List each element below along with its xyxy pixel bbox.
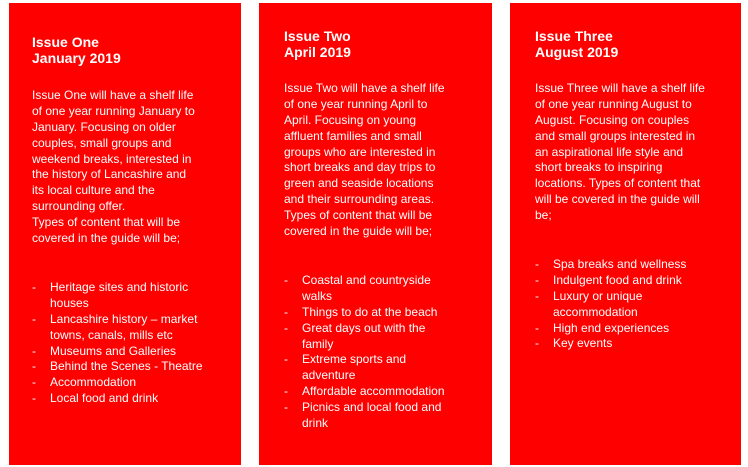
issue-name: Issue Two xyxy=(284,28,351,44)
dash-marker: - xyxy=(535,320,539,335)
issue-description xyxy=(32,88,195,247)
issue-date: January 2019 xyxy=(32,49,121,66)
issue-title xyxy=(32,33,121,65)
list-item xyxy=(32,312,203,344)
list-item-text: Luxury or unique xyxy=(553,288,643,303)
issue-three-panel xyxy=(510,3,741,465)
description-line: short breaks and day trips to xyxy=(284,160,436,175)
dash-marker: - xyxy=(284,304,288,319)
description-line: locations. Types of content that xyxy=(535,176,701,191)
list-item-text: walks xyxy=(302,288,333,303)
list-item xyxy=(284,305,445,321)
description-line: Types of content that will be xyxy=(284,208,433,223)
list-item xyxy=(284,384,445,400)
list-item-text: Extreme sports and xyxy=(302,352,407,367)
list-item xyxy=(32,280,203,312)
description-line: Issue One will have a shelf life xyxy=(32,88,194,102)
description-line: surrounding offer. xyxy=(32,199,126,214)
list-item xyxy=(32,391,203,407)
description-line: of one year running August to xyxy=(535,96,692,111)
description-line: of one year running January to xyxy=(32,103,195,118)
issue-description xyxy=(284,81,445,240)
list-item-text: Coastal and countryside xyxy=(302,273,431,287)
dash-marker: - xyxy=(32,391,36,406)
dash-marker: - xyxy=(535,336,539,351)
description-line: short breaks to inspiring xyxy=(535,160,663,175)
dash-marker: - xyxy=(32,359,36,374)
list-item xyxy=(284,321,445,353)
issue-date: August 2019 xyxy=(535,43,619,60)
content-list xyxy=(284,273,445,432)
description-line: Types of content that will be xyxy=(32,215,181,230)
description-line: Issue Three will have a shelf life xyxy=(535,81,705,95)
issue-date: April 2019 xyxy=(284,43,351,60)
list-item-text: Heritage sites and historic xyxy=(50,280,189,294)
description-line: August. Focusing on couples xyxy=(535,112,690,127)
list-item xyxy=(32,375,203,391)
list-item-text: towns, canals, mills etc xyxy=(50,327,173,342)
issue-description xyxy=(535,81,705,224)
content-list xyxy=(32,280,203,407)
list-item-text: High end experiences xyxy=(553,320,670,335)
issue-title xyxy=(535,27,618,59)
dash-marker: - xyxy=(284,400,288,415)
dash-marker: - xyxy=(535,272,539,287)
description-line: of one year running April to xyxy=(284,96,428,111)
list-item-text: adventure xyxy=(302,368,356,383)
description-line: couples, small groups and xyxy=(32,135,172,150)
description-line: January. Focusing on older xyxy=(32,119,176,134)
description-line: April. Focusing on young xyxy=(284,112,417,127)
content-list xyxy=(535,257,686,352)
issue-two-panel xyxy=(259,3,492,465)
issue-name: Issue Three xyxy=(535,28,613,44)
dash-marker: - xyxy=(535,288,539,303)
list-item-text: Affordable accommodation xyxy=(302,384,445,399)
list-item-text: Accommodation xyxy=(50,375,137,390)
list-item xyxy=(284,352,445,384)
description-line: an aspirational life style and xyxy=(535,144,684,159)
description-line: and their surrounding areas. xyxy=(284,192,435,207)
list-item-text: Spa breaks and wellness xyxy=(553,257,687,271)
dash-marker: - xyxy=(32,375,36,390)
description-line: affluent families and small xyxy=(284,128,422,143)
list-item-text: Key events xyxy=(553,336,613,351)
description-line: weekend breaks, interested in xyxy=(32,151,192,166)
description-line: its local culture and the xyxy=(32,183,155,198)
list-item-text: Picnics and local food and xyxy=(302,400,442,415)
dash-marker: - xyxy=(284,320,288,335)
list-item-text: Indulgent food and drink xyxy=(553,272,682,287)
list-item-text: Local food and drink xyxy=(50,391,159,406)
list-item xyxy=(32,344,203,360)
description-line: Issue Two will have a shelf life xyxy=(284,81,445,95)
dash-marker: - xyxy=(284,352,288,367)
dash-marker: - xyxy=(32,343,36,358)
list-item xyxy=(535,257,686,273)
description-line: covered in the guide will be; xyxy=(284,224,433,239)
list-item xyxy=(535,289,686,321)
list-item-text: Things to do at the beach xyxy=(302,304,438,319)
list-item xyxy=(284,400,445,432)
description-line: green and seaside locations xyxy=(284,176,434,191)
list-item-text: family xyxy=(302,336,334,351)
list-item-text: Lancashire history – market xyxy=(50,311,198,326)
description-line: will be covered in the guide will xyxy=(535,192,700,207)
list-item xyxy=(535,336,686,352)
issue-title xyxy=(284,27,351,59)
list-item xyxy=(32,359,203,375)
dash-marker: - xyxy=(535,257,539,271)
list-item xyxy=(535,273,686,289)
list-item-text: Behind the Scenes - Theatre xyxy=(50,359,203,374)
dash-marker: - xyxy=(284,384,288,399)
description-line: be; xyxy=(535,208,552,223)
list-item-text: houses xyxy=(50,295,89,310)
list-item-text: Museums and Galleries xyxy=(50,343,177,358)
issue-name: Issue One xyxy=(32,34,99,50)
list-item-text: accommodation xyxy=(553,304,638,319)
list-item-text: drink xyxy=(302,416,329,431)
list-item-text: Great days out with the xyxy=(302,320,426,335)
description-line: covered in the guide will be; xyxy=(32,231,181,246)
description-line: the history of Lancashire and xyxy=(32,167,187,182)
issue-one-panel xyxy=(9,3,241,465)
dash-marker: - xyxy=(32,311,36,326)
list-item xyxy=(535,321,686,337)
description-line: and small groups interested in xyxy=(535,128,696,143)
list-item xyxy=(284,273,445,305)
dash-marker: - xyxy=(32,280,36,294)
dash-marker: - xyxy=(284,273,288,287)
description-line: groups who are interested in xyxy=(284,144,436,159)
